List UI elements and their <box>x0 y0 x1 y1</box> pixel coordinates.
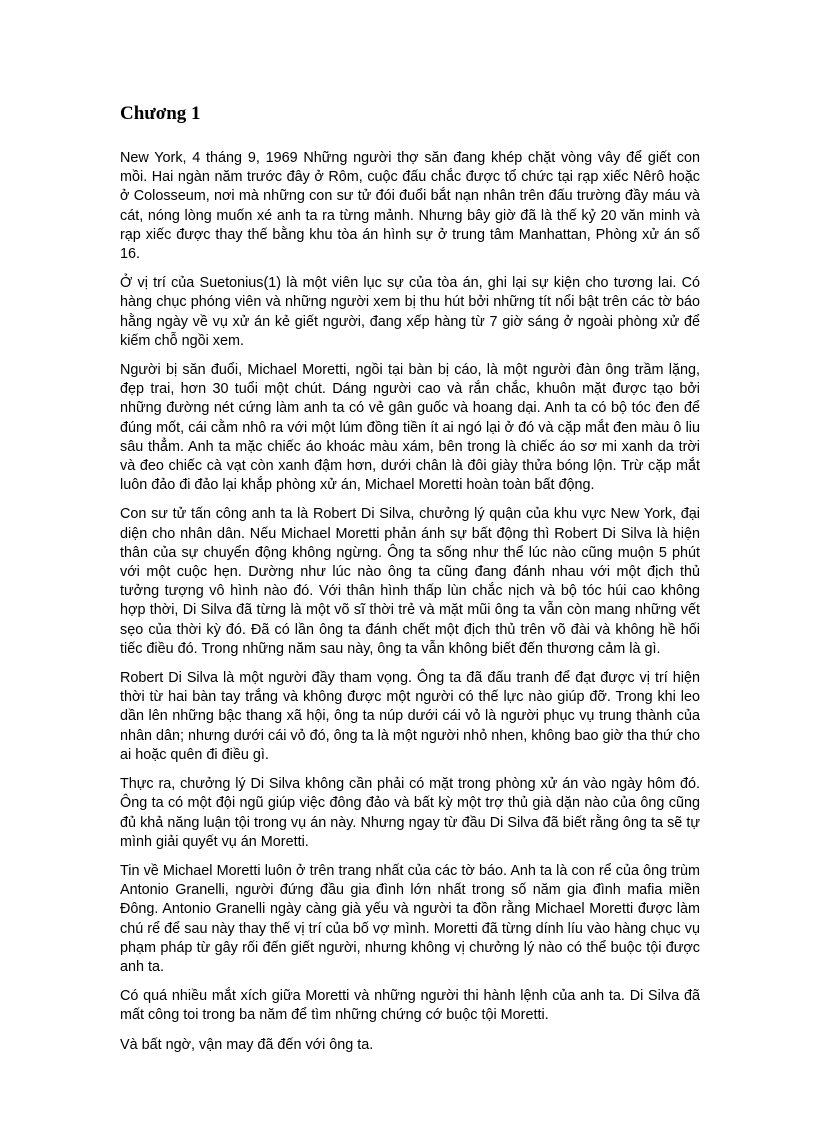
paragraph-6: Thực ra, chưởng lý Di Silva không cần phải có mặt trong phòng xử án vào ngày hôm đó. Ông ta có một đội ngũ giúp việc đông đảo và bất kỳ một trợ thủ già dặn nào của ông cũng đủ khả năng luận tội trong vụ án này. Nhưng ngay từ đầu Di Silva đã biết rằng ông ta sẽ tự mình giải quyết vụ án Moretti. <box>120 776 700 850</box>
paragraph-2: Ở vị trí của Suetonius(1) là một viên lục sự của tòa án, ghi lại sự kiện cho tương lai. Có hàng chục phóng viên và những người xem bị thu hút bởi những tít nổi bật trên các tờ báo hằng ngày về vụ xử án kẻ giết người, đang xếp hàng từ 7 giờ sáng ở ngoài phòng xử để kiếm chỗ ngồi xem. <box>120 275 700 349</box>
chapter-title: Chương 1 <box>120 103 201 124</box>
paragraph-9: Và bất ngờ, vận may đã đến với ông ta. <box>120 1036 374 1053</box>
paragraph-4: Con sư tử tấn công anh ta là Robert Di Silva, chưởng lý quận của khu vực New York, đại diện cho nhân dân. Nếu Michael Moretti phản ánh sự bất động thì Robert Di Silva là hiện thân của sự chuyển động không ngừng. Ông ta sống như thể lúc nào cũng muộn 5 phút với một cuộc hẹn. Dường như lúc nào ông ta cũng đang đánh nhau với một địch thủ tưởng tượng vô hình nào đó. Với thân hình thấp lùn chắc nịch và bộ tóc húi cao không hợp thời, Di Silva đã từng là một võ sĩ thời trẻ và mặt mũi ông ta vẫn còn mang những vết sẹo của thời kỳ đó. Đã có lần ông ta đánh chết một địch thủ trên võ đài và không hề hối tiếc điều đó. Trong những năm sau này, ông ta vẫn không biết đến thương cảm là gì. <box>120 506 700 657</box>
paragraph-8: Có quá nhiều mắt xích giữa Moretti và những người thi hành lệnh của anh ta. Di Silva đã mất công toi trong ba năm để tìm những chứng cớ buộc tội Moretti. <box>120 988 700 1024</box>
chapter-body <box>120 149 700 1065</box>
paragraph-3: Người bị săn đuổi, Michael Moretti, ngồi tại bàn bị cáo, là một người đàn ông trầm lặng, đẹp trai, hơn 30 tuổi một chút. Dáng người cao và rắn chắc, khuôn mặt được tạo bởi những đường nét cứng làm anh ta có vẻ gân guốc và hoang dại. Anh ta có bộ tóc đen để đúng mốt, cái cằm nhô ra với một lúm đồng tiền ít ai ngó lại ở đó và cặp mắt đen màu ô liu sâu thẳm. Anh ta mặc chiếc áo khoác màu xám, bên trong là chiếc áo sơ mi xanh da trời và đeo chiếc cà vạt còn xanh đậm hơn, dưới chân là đôi giày thửa bóng lộn. Trừ cặp mắt luôn đảo đi đảo lại khắp phòng xử án, Michael Moretti hoàn toàn bất động. <box>120 362 700 494</box>
paragraph-5: Robert Di Silva là một người đầy tham vọng. Ông ta đã đấu tranh để đạt được vị trí hiện thời từ hai bàn tay trắng và không được một người có thế lực nào giúp đỡ. Trong khi leo dần lên những bậc thang xã hội, ông ta núp dưới cái vỏ là người phục vụ trung thành của nhân dân; nhưng dưới cái vỏ đó, ông ta là một người nhỏ nhen, không bao giờ tha thứ cho ai hoặc quên đi điều gì. <box>120 670 700 763</box>
paragraph-7: Tin về Michael Moretti luôn ở trên trang nhất của các tờ báo. Anh ta là con rể của ông trùm Antonio Granelli, người đứng đầu gia đình lớn nhất trong số năm gia đình mafia miền Đông. Antonio Granelli ngày càng già yếu và người ta đồn rằng Michael Moretti được làm chú rể để sau này thay thế vị trí của bố vợ mình. Moretti đã từng dính líu vào hàng chục vụ phạm pháp từ gây rối đến giết người, nhưng không vị chưởng lý nào có thể buộc tội được anh ta. <box>120 862 700 975</box>
paragraph-1: New York, 4 tháng 9, 1969 Những người thợ săn đang khép chặt vòng vây để giết con mồi. Hai ngàn năm trước đây ở Rôm, cuộc đấu chắc được tổ chức tại rạp xiếc Nêrô hoặc ở Colosseum, nơi mà những con sư tử đói đuổi bắt nạn nhân trên đấu trường đầy máu và cát, nóng lòng muốn xé anh ta ra từng mảnh. Nhưng bây giờ đã là thế kỷ 20 văn minh và rạp xiếc được thay thế bằng khu tòa án hình sự ở trung tâm Manhattan, Phòng xử án số 16. <box>120 150 700 263</box>
